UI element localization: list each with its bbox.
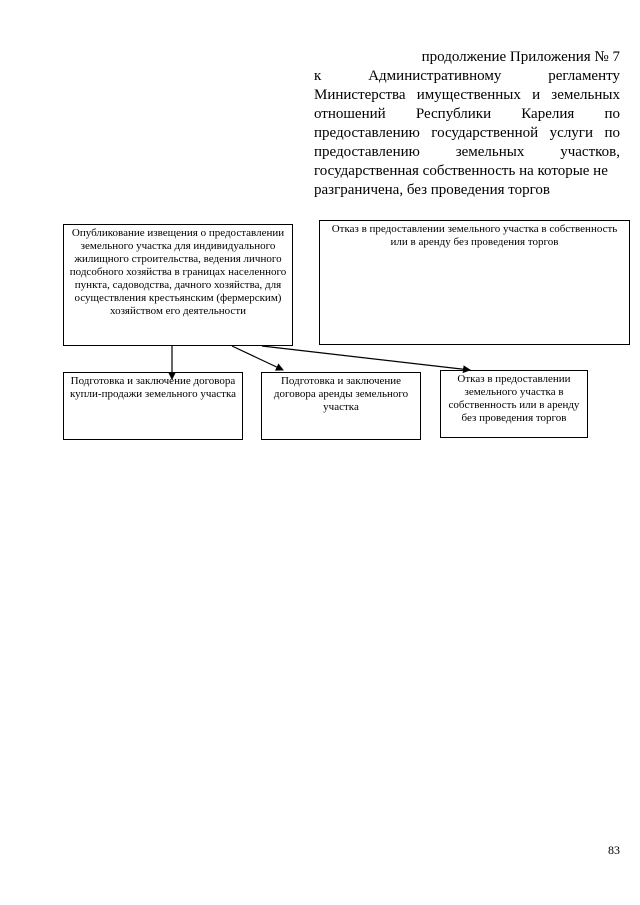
header-line: предоставлению государственной услуги по — [314, 125, 620, 141]
arrow-to-lease-contract — [232, 346, 283, 370]
header-line: предоставлению земельных участков, — [314, 144, 620, 160]
header-line: Министерства имущественных и земельных — [314, 87, 620, 103]
header-line: продолжение Приложения № 7 — [421, 49, 620, 65]
header-line: отношений Республики Карелия по — [314, 106, 620, 122]
header-line: государственная собственность на которые не — [314, 163, 608, 179]
header-line: разграничена, без проведения торгов — [314, 182, 550, 198]
page-number: 83 — [608, 843, 620, 857]
refusal-top-box: Отказ в предоставлении земельного участка в собственность или в аренду без проведения торгов — [319, 220, 630, 345]
header-line: к Административному регламенту — [314, 68, 620, 84]
publication-box: Опубликование извещения о предоставлении земельного участка для индивидуального жилищного строительства, ведения личного подсобного хозяйства в границах населенного пункта, садоводства, дачного хозяйства, для осуществления крестьянским (фермерским) хозяйством его деятельности — [63, 224, 293, 346]
sale-contract-box: Подготовка и заключение договора купли-продажи земельного участка — [63, 372, 243, 440]
lease-contract-box: Подготовка и заключение договора аренды земельного участка — [261, 372, 421, 440]
arrow-to-refusal-bottom — [262, 346, 470, 370]
refusal-bottom-box: Отказ в предоставлении земельного участка в собственность или в аренду без проведения торгов — [440, 370, 588, 438]
